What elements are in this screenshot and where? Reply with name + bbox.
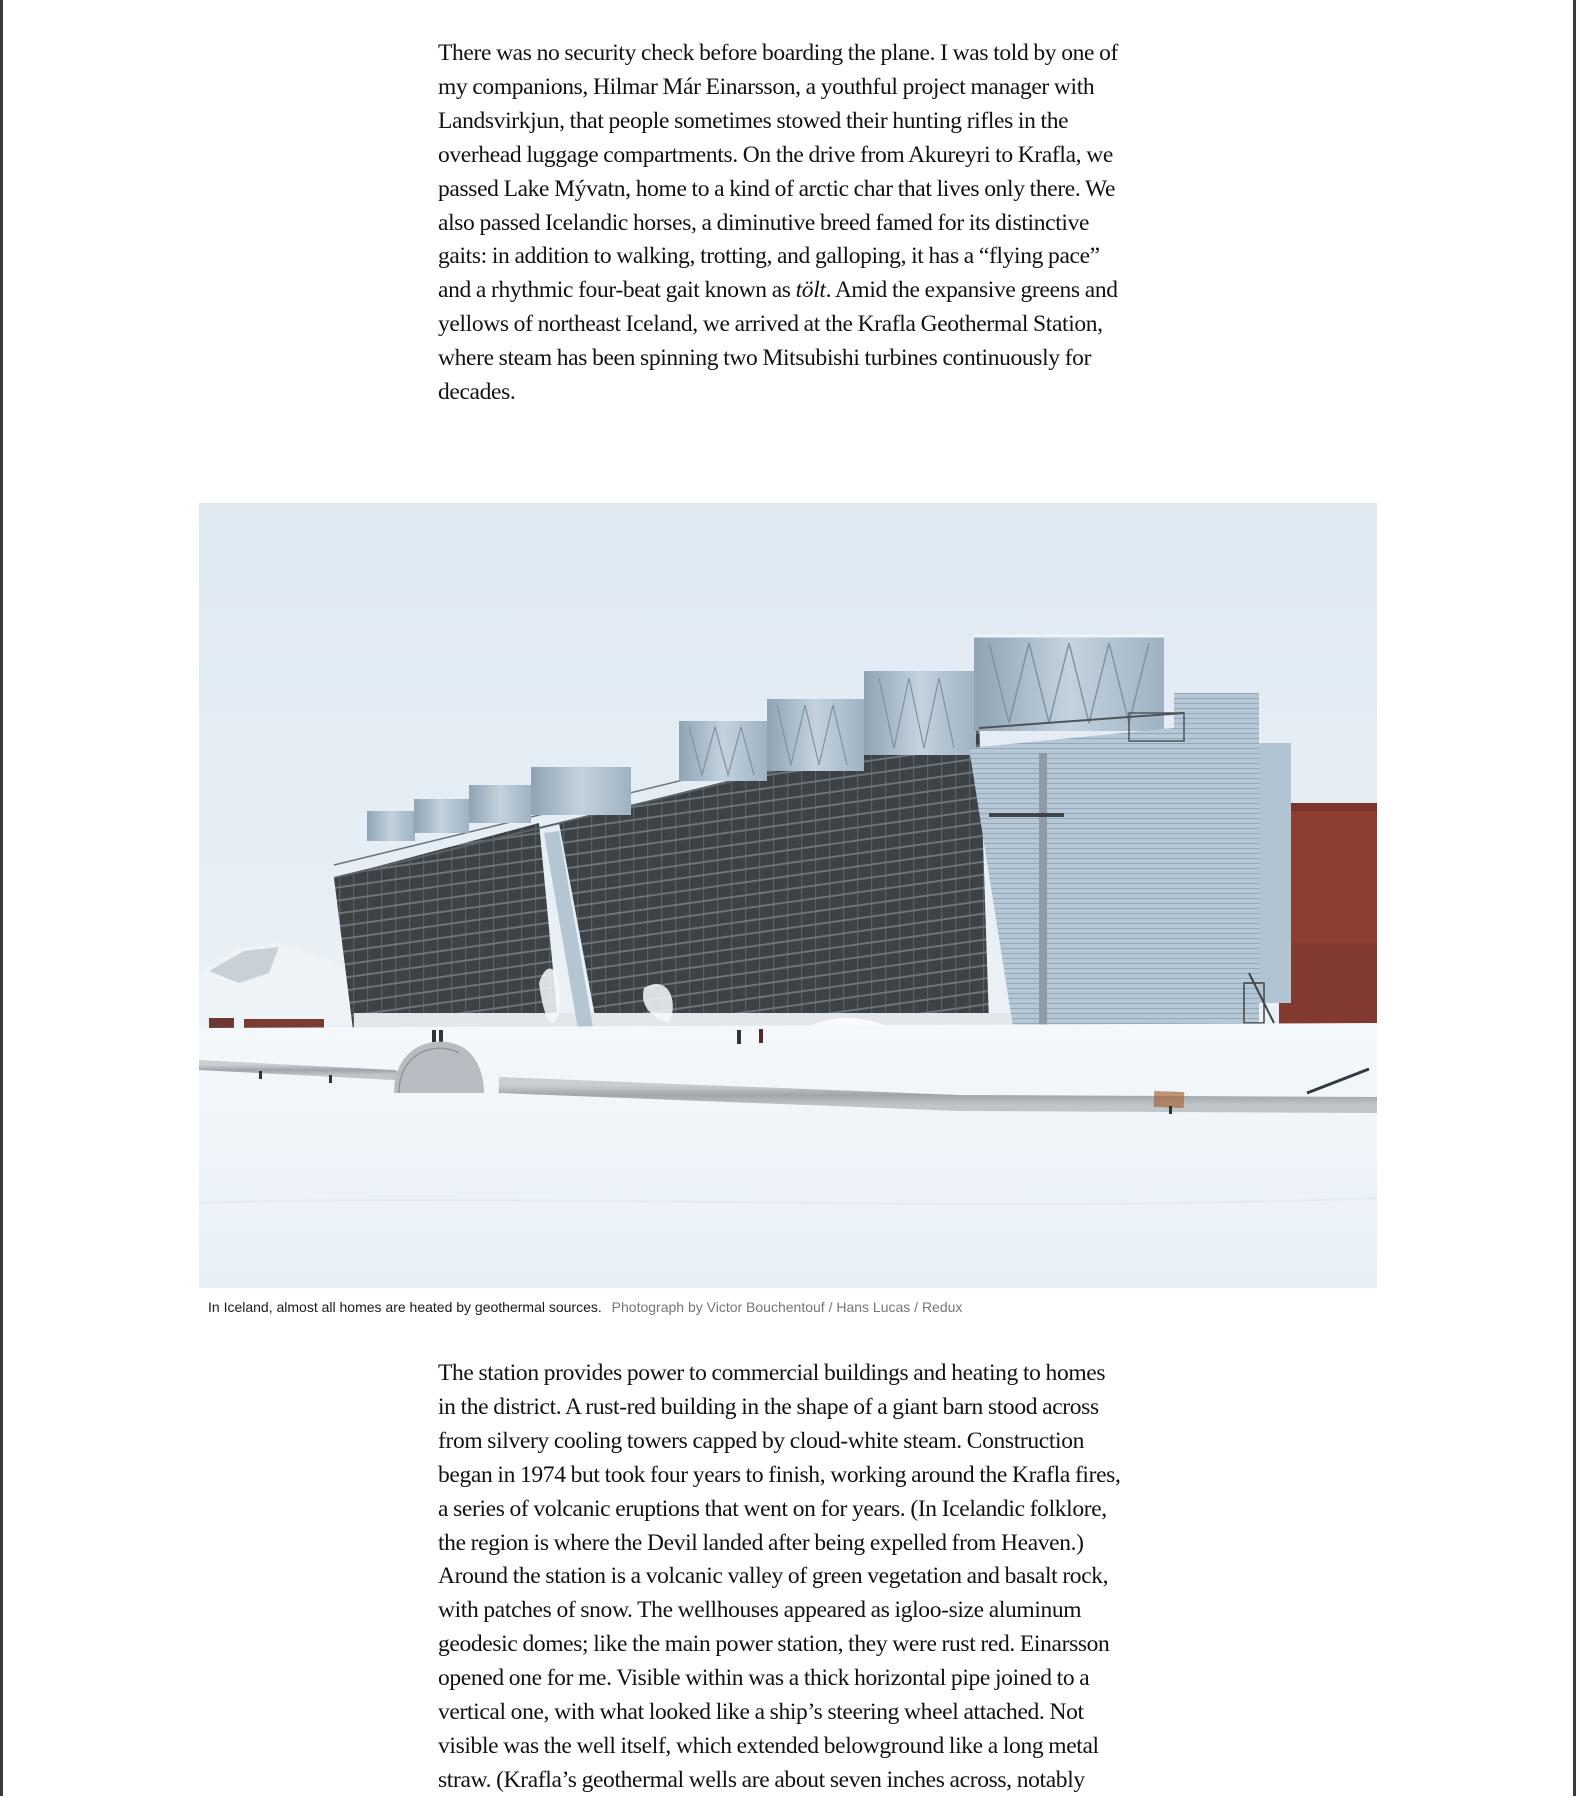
paragraph-line: in the district. A rust-red building in the shape of a giant barn stood across [438, 1393, 1099, 1420]
paragraph-line: gaits: in addition to walking, trotting, and galloping, it has a “flying pace” [438, 243, 1100, 270]
paragraph-line: opened one for me. Visible within was a thick horizontal pipe joined to a [438, 1665, 1090, 1692]
paragraph-line: decades. [438, 379, 516, 406]
paragraph-line: a series of volcanic eruptions that went on for years. (In Icelandic folklore, [438, 1495, 1107, 1522]
italic-term: tölt [795, 277, 826, 304]
paragraph-line: overhead luggage compartments. On the drive from Akureyri to Krafla, we [438, 141, 1113, 168]
paragraph-line: with patches of snow. The wellhouses appeared as igloo-size aluminum [438, 1597, 1082, 1624]
paragraph-line: from silvery cooling towers capped by cloud-white steam. Construction [438, 1427, 1085, 1454]
photo-credit: Photograph by Victor Bouchentouf / Hans Lucas / Redux [611, 1299, 963, 1315]
paragraph-line: where steam has been spinning two Mitsubishi turbines continuously for [438, 345, 1092, 372]
text-run: . Amid the expansive greens and [825, 277, 1118, 304]
article-paragraph [438, 37, 1138, 410]
paragraph-line: passed Lake Mývatn, home to a kind of arctic char that lives only there. We [438, 175, 1116, 202]
paragraph-line: Landsvirkjun, that people sometimes stowed their hunting rifles in the [438, 107, 1069, 134]
paragraph-line: visible was the well itself, which extended belowground like a long metal [438, 1732, 1099, 1759]
article-photo [199, 503, 1377, 1288]
article-paragraph [438, 1357, 1138, 1798]
paragraph-line: vertical one, with what looked like a ship’s steering wheel attached. Not [438, 1699, 1084, 1726]
paragraph-line: began in 1974 but took four years to finish, working around the Krafla fires, [438, 1461, 1121, 1488]
paragraph-line: my companions, Hilmar Már Einarsson, a youthful project manager with [438, 73, 1095, 100]
photo-caption [208, 1298, 962, 1316]
paragraph-line: geodesic domes; like the main power station, they were rust red. Einarsson [438, 1631, 1110, 1658]
paragraph-line: The station provides power to commercial buildings and heating to homes [438, 1360, 1106, 1386]
caption-text: In Iceland, almost all homes are heated by geothermal sources. [208, 1299, 602, 1315]
paragraph-line: Around the station is a volcanic valley of green vegetation and basalt rock, [438, 1563, 1109, 1590]
window-border-left [0, 0, 3, 1796]
text-run: and a rhythmic four-beat gait known as [438, 277, 796, 304]
paragraph-line: There was no security check before boarding the plane. I was told by one of [438, 40, 1118, 66]
paragraph-line: straw. (Krafla’s geothermal wells are about seven inches across, notably [438, 1766, 1085, 1793]
paragraph-line: also passed Icelandic horses, a diminutive breed famed for its distinctive [438, 209, 1090, 236]
paragraph-line: yellows of northeast Iceland, we arrived at the Krafla Geothermal Station, [438, 311, 1103, 338]
photo-illustration [199, 503, 1377, 1288]
paragraph-line [438, 274, 1138, 308]
paragraph-line: the region is where the Devil landed after being expelled from Heaven.) [438, 1529, 1084, 1556]
